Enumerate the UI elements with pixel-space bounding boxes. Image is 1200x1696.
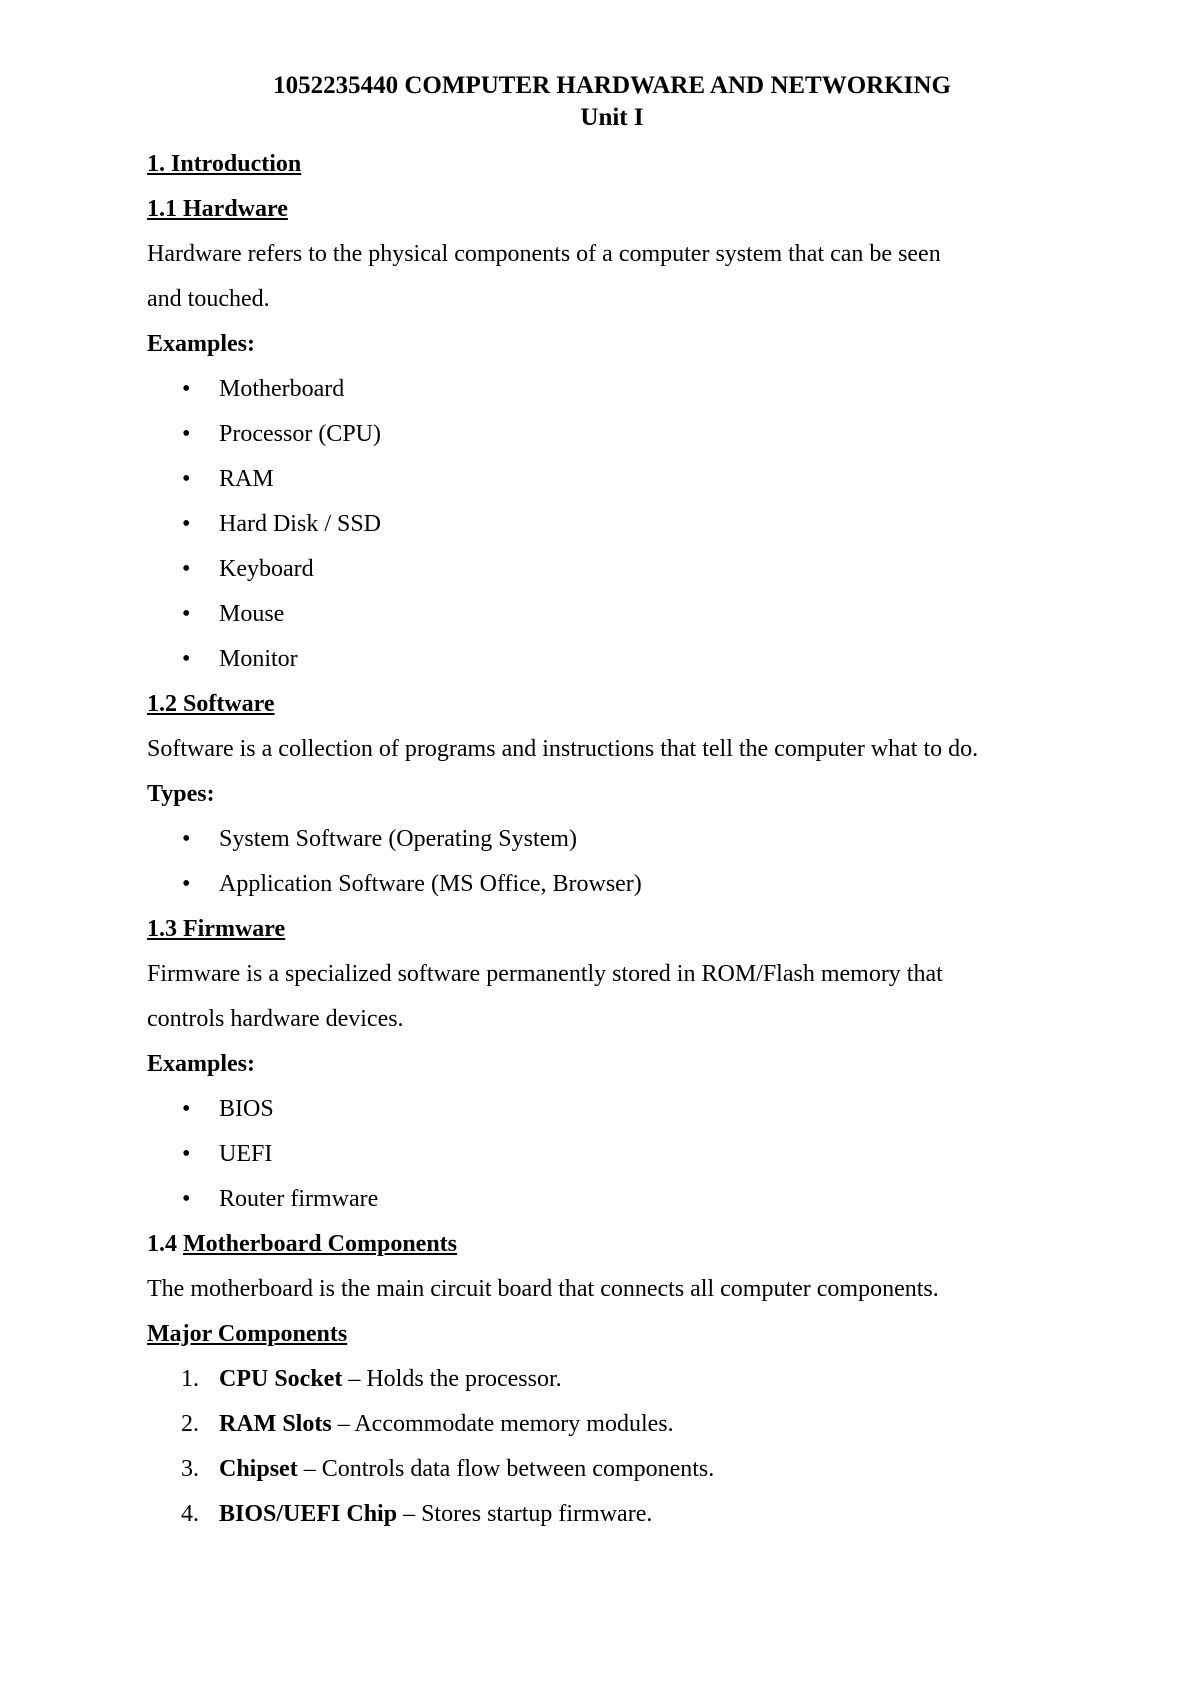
section-heading-firmware: 1.3 Firmware xyxy=(147,916,286,942)
firmware-description-line-1: Firmware is a specialized software permanently stored in ROM/Flash memory that xyxy=(147,961,943,987)
component-description: – Stores startup firmware. xyxy=(397,1501,653,1527)
bullet-icon: • xyxy=(182,421,191,447)
section-title: Motherboard Components xyxy=(183,1231,457,1257)
list-item xyxy=(147,547,1077,592)
software-types-label: Types: xyxy=(147,781,215,807)
component-description: – Accommodate memory modules. xyxy=(331,1411,674,1437)
list-number: 2. xyxy=(181,1411,199,1437)
hardware-description-line-1: Hardware refers to the physical components of a computer system that can be seen xyxy=(147,241,941,267)
bullet-icon: • xyxy=(182,871,191,897)
list-item-text: Monitor xyxy=(219,646,298,672)
numbered-list-item xyxy=(147,1357,1077,1402)
list-item-text: UEFI xyxy=(219,1141,273,1167)
list-item-text: System Software (Operating System) xyxy=(219,826,577,852)
firmware-description-line-2: controls hardware devices. xyxy=(147,1006,404,1032)
document-title: 1052235440 COMPUTER HARDWARE AND NETWORKING xyxy=(273,72,951,99)
motherboard-description: The motherboard is the main circuit board that connects all computer components. xyxy=(147,1276,939,1302)
list-item xyxy=(147,637,1077,682)
unit-title: Unit I xyxy=(580,104,644,131)
hardware-examples-label: Examples: xyxy=(147,331,255,357)
section-heading-introduction: 1. Introduction xyxy=(147,151,302,177)
list-item-text: Processor (CPU) xyxy=(219,421,381,447)
firmware-examples-label: Examples: xyxy=(147,1051,255,1077)
component-name: CPU Socket xyxy=(219,1366,343,1392)
list-item-text: Motherboard xyxy=(219,376,345,402)
list-number: 3. xyxy=(181,1456,199,1482)
bullet-icon: • xyxy=(182,466,191,492)
section-number: 1.4 xyxy=(147,1231,177,1257)
list-item xyxy=(147,1087,1077,1132)
list-item-text: Keyboard xyxy=(219,556,314,582)
list-item-text: Mouse xyxy=(219,601,285,627)
document-page xyxy=(147,70,1077,1537)
list-item-text: RAM xyxy=(219,466,274,492)
list-item xyxy=(147,817,1077,862)
list-item xyxy=(147,412,1077,457)
bullet-icon: • xyxy=(182,646,191,672)
bullet-icon: • xyxy=(182,1141,191,1167)
bullet-icon: • xyxy=(182,1096,191,1122)
component-name: Chipset xyxy=(219,1456,298,1482)
list-number: 4. xyxy=(181,1501,199,1527)
bullet-icon: • xyxy=(182,556,191,582)
list-item xyxy=(147,1132,1077,1177)
list-item-text: Router firmware xyxy=(219,1186,379,1212)
list-item-text: BIOS xyxy=(219,1096,274,1122)
list-item xyxy=(147,502,1077,547)
numbered-list-item xyxy=(147,1492,1077,1537)
section-heading-motherboard xyxy=(147,1222,1077,1267)
section-heading-software: 1.2 Software xyxy=(147,691,275,717)
major-components-label: Major Components xyxy=(147,1321,348,1347)
software-description: Software is a collection of programs and instructions that tell the computer what to do. xyxy=(147,736,979,762)
bullet-icon: • xyxy=(182,511,191,537)
list-item xyxy=(147,367,1077,412)
bullet-icon: • xyxy=(182,601,191,627)
list-item xyxy=(147,862,1077,907)
component-name: BIOS/UEFI Chip xyxy=(219,1501,398,1527)
bullet-icon: • xyxy=(182,376,191,402)
hardware-description-line-2: and touched. xyxy=(147,286,270,312)
list-item xyxy=(147,457,1077,502)
numbered-list-item xyxy=(147,1402,1077,1447)
bullet-icon: • xyxy=(182,1186,191,1212)
component-name: RAM Slots xyxy=(219,1411,332,1437)
numbered-list-item xyxy=(147,1447,1077,1492)
component-description: – Controls data flow between components. xyxy=(297,1456,715,1482)
list-item-text: Application Software (MS Office, Browser) xyxy=(219,871,642,897)
section-heading-hardware: 1.1 Hardware xyxy=(147,196,288,222)
component-description: – Holds the processor. xyxy=(342,1366,562,1392)
list-item xyxy=(147,1177,1077,1222)
list-item-text: Hard Disk / SSD xyxy=(219,511,382,537)
list-number: 1. xyxy=(181,1366,199,1392)
list-item xyxy=(147,592,1077,637)
bullet-icon: • xyxy=(182,826,191,852)
